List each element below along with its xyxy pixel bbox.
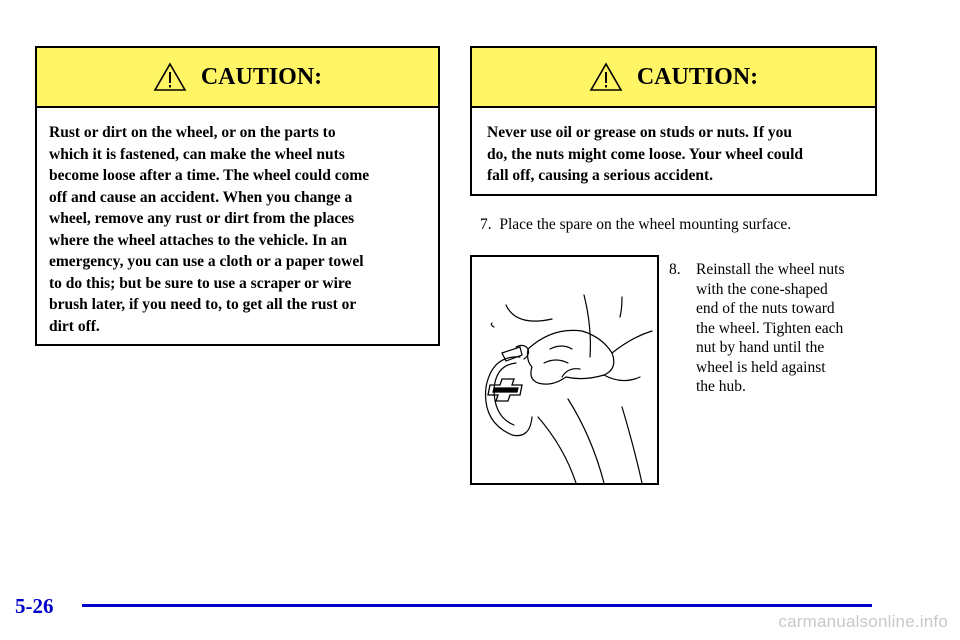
caution-header bbox=[472, 48, 875, 108]
caution-line: wheel, remove any rust or dirt from the places bbox=[49, 210, 355, 227]
caution-header bbox=[37, 48, 438, 108]
wheel-nut-illustration bbox=[470, 255, 659, 485]
caution-text bbox=[472, 108, 875, 187]
caution-box-rust bbox=[35, 46, 440, 346]
caution-line: where the wheel attaches to the vehicle. In an bbox=[49, 231, 348, 249]
caution-line: Rust or dirt on the wheel, or on the parts to bbox=[49, 124, 336, 141]
caution-line: emergency, you can use a cloth or a paper towel bbox=[49, 253, 364, 270]
hand-installing-nut-icon bbox=[472, 257, 657, 483]
page-number: 5-26 bbox=[15, 594, 54, 618]
step-number: 8. bbox=[669, 261, 681, 278]
caution-line: Never use oil or grease on studs or nuts. If you bbox=[487, 124, 792, 141]
step-number: 7. bbox=[480, 216, 492, 233]
step-line: the hub. bbox=[696, 378, 746, 395]
caution-line: fall off, causing a serious accident. bbox=[487, 167, 714, 184]
step-line: end of the nuts toward bbox=[696, 300, 835, 317]
warning-triangle-icon bbox=[589, 62, 623, 92]
step-line: the wheel. Tighten each bbox=[696, 319, 844, 337]
caution-line: which it is fastened, can make the wheel nuts bbox=[49, 145, 345, 163]
caution-line: dirt off. bbox=[49, 317, 100, 335]
caution-line: become loose after a time. The wheel could come bbox=[49, 167, 370, 184]
step-line: Reinstall the wheel nuts bbox=[696, 261, 845, 278]
footer-rule bbox=[82, 604, 872, 607]
warning-triangle-icon bbox=[153, 62, 187, 92]
caution-line: to do this; but be sure to use a scraper or wire bbox=[49, 274, 352, 292]
step-line: nut by hand until the bbox=[696, 339, 825, 356]
caution-text bbox=[37, 108, 438, 337]
caution-line: off and cause an accident. When you change a bbox=[49, 188, 353, 206]
step-8 bbox=[669, 260, 879, 397]
watermark: carmanualsonline.info bbox=[778, 612, 948, 631]
step-text: Place the spare on the wheel mounting surface. bbox=[499, 216, 792, 233]
caution-line: brush later, if you need to, to get all the rust or bbox=[49, 296, 357, 313]
step-7 bbox=[480, 215, 791, 235]
caution-line: do, the nuts might come loose. Your wheel could bbox=[487, 145, 804, 163]
step-line: with the cone-shaped bbox=[696, 280, 828, 298]
caution-heading: CAUTION: bbox=[636, 63, 759, 90]
caution-heading: CAUTION: bbox=[200, 63, 323, 90]
caution-box-oil bbox=[470, 46, 877, 196]
step-line: wheel is held against bbox=[696, 358, 826, 376]
